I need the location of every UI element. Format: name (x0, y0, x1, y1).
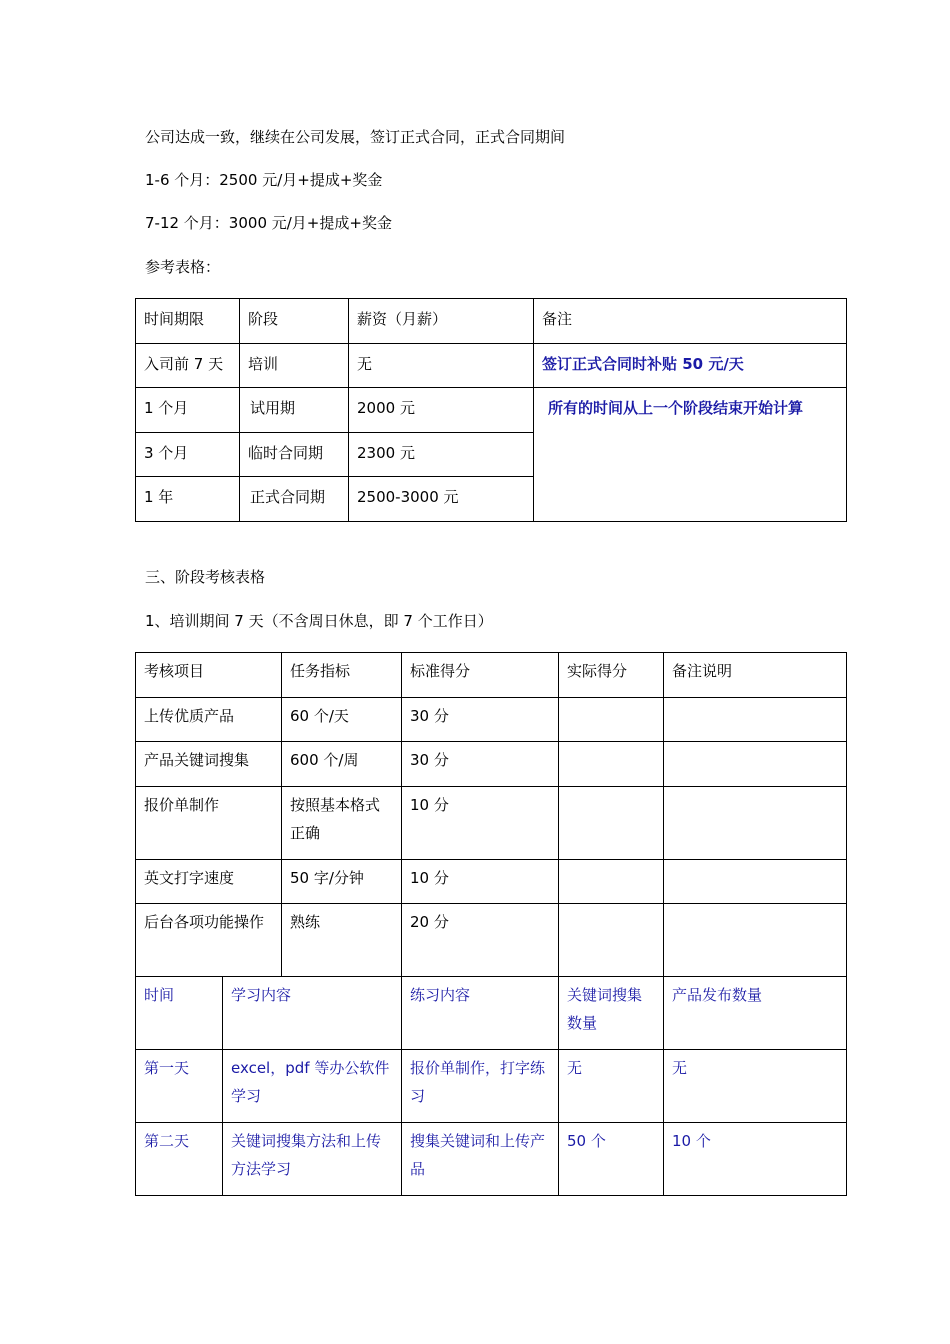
schedule-header-products: 产品发布数量 (664, 977, 847, 1050)
schedule-header-practice: 练习内容 (402, 977, 559, 1050)
assessment-cell: 50 字/分钟 (282, 860, 402, 904)
salary-cell: 1 年 (136, 477, 240, 522)
salary-header-note: 备注 (534, 299, 847, 344)
table-row (136, 299, 847, 344)
table-row (136, 1123, 847, 1196)
assessment-cell (559, 860, 664, 904)
assessment-cell: 600 个/周 (282, 742, 402, 787)
schedule-header-keywords: 关键词搜集数量 (559, 977, 664, 1050)
salary-cell: 临时合同期 (240, 433, 349, 477)
assessment-cell (664, 698, 847, 742)
schedule-cell: 10 个 (664, 1123, 847, 1196)
schedule-cell: 第一天 (136, 1050, 223, 1123)
schedule-header-day: 时间 (136, 977, 223, 1050)
assessment-cell (664, 860, 847, 904)
assessment-cell: 报价单制作 (136, 787, 282, 860)
assessment-cell: 英文打字速度 (136, 860, 282, 904)
assessment-header-target: 任务指标 (282, 653, 402, 698)
assessment-table (135, 652, 847, 1196)
salary-cell: 试用期 (240, 388, 349, 433)
salary-header-period: 时间期限 (136, 299, 240, 344)
section-subtitle: 1、培训期间 7 天（不含周日休息，即 7 个工作日） (145, 612, 493, 630)
table-row (136, 977, 847, 1050)
salary-cell: 2500-3000 元 (349, 477, 534, 522)
schedule-cell: 50 个 (559, 1123, 664, 1196)
table-row (136, 388, 847, 433)
assessment-cell: 10 分 (402, 860, 559, 904)
salary-table (135, 298, 847, 522)
table-row (136, 742, 847, 787)
assessment-cell (559, 742, 664, 787)
intro-line-1: 公司达成一致，继续在公司发展，签订正式合同，正式合同期间 (145, 128, 566, 146)
salary-cell: 无 (349, 344, 534, 388)
table-row (136, 653, 847, 698)
schedule-cell: 无 (664, 1050, 847, 1123)
assessment-cell: 30 分 (402, 698, 559, 742)
schedule-cell: 关键词搜集方法和上传方法学习 (223, 1123, 402, 1196)
salary-cell: 入司前 7 天 (136, 344, 240, 388)
salary-cell: 2300 元 (349, 433, 534, 477)
assessment-header-remarks: 备注说明 (664, 653, 847, 698)
assessment-cell (559, 904, 664, 977)
salary-cell: 1 个月 (136, 388, 240, 433)
schedule-cell: excel，pdf 等办公软件学习 (223, 1050, 402, 1123)
schedule-cell: 报价单制作，打字练习 (402, 1050, 559, 1123)
assessment-header-item: 考核项目 (136, 653, 282, 698)
assessment-cell: 后台各项功能操作 (136, 904, 282, 977)
assessment-cell: 熟练 (282, 904, 402, 977)
assessment-header-actual: 实际得分 (559, 653, 664, 698)
salary-cell: 2000 元 (349, 388, 534, 433)
schedule-header-study: 学习内容 (223, 977, 402, 1050)
salary-header-pay: 薪资（月薪） (349, 299, 534, 344)
assessment-cell: 30 分 (402, 742, 559, 787)
assessment-cell: 20 分 (402, 904, 559, 977)
assessment-cell (559, 698, 664, 742)
assessment-cell (664, 904, 847, 977)
assessment-cell: 按照基本格式正确 (282, 787, 402, 860)
assessment-cell: 10 分 (402, 787, 559, 860)
salary-cell: 正式合同期 (240, 477, 349, 522)
table-row (136, 904, 847, 977)
salary-header-stage: 阶段 (240, 299, 349, 344)
schedule-cell: 无 (559, 1050, 664, 1123)
assessment-cell (559, 787, 664, 860)
salary-cell: 3 个月 (136, 433, 240, 477)
schedule-cell: 第二天 (136, 1123, 223, 1196)
table-row (136, 1050, 847, 1123)
assessment-cell: 上传优质产品 (136, 698, 282, 742)
salary-note-subsidy: 签订正式合同时补贴 50 元/天 (534, 344, 847, 388)
intro-line-2: 1-6 个月：2500 元/月+提成+奖金 (145, 171, 383, 189)
intro-line-3: 7-12 个月：3000 元/月+提成+奖金 (145, 214, 392, 232)
table-row (136, 344, 847, 388)
assessment-cell (664, 742, 847, 787)
table-row (136, 860, 847, 904)
schedule-cell: 搜集关键词和上传产品 (402, 1123, 559, 1196)
assessment-header-standard: 标准得分 (402, 653, 559, 698)
assessment-cell (664, 787, 847, 860)
section-title: 三、阶段考核表格 (145, 568, 266, 586)
intro-line-4: 参考表格： (145, 258, 221, 276)
salary-note-timing: 所有的时间从上一个阶段结束开始计算 (534, 388, 847, 522)
assessment-cell: 产品关键词搜集 (136, 742, 282, 787)
assessment-cell: 60 个/天 (282, 698, 402, 742)
salary-cell: 培训 (240, 344, 349, 388)
table-row (136, 698, 847, 742)
table-row (136, 787, 847, 860)
